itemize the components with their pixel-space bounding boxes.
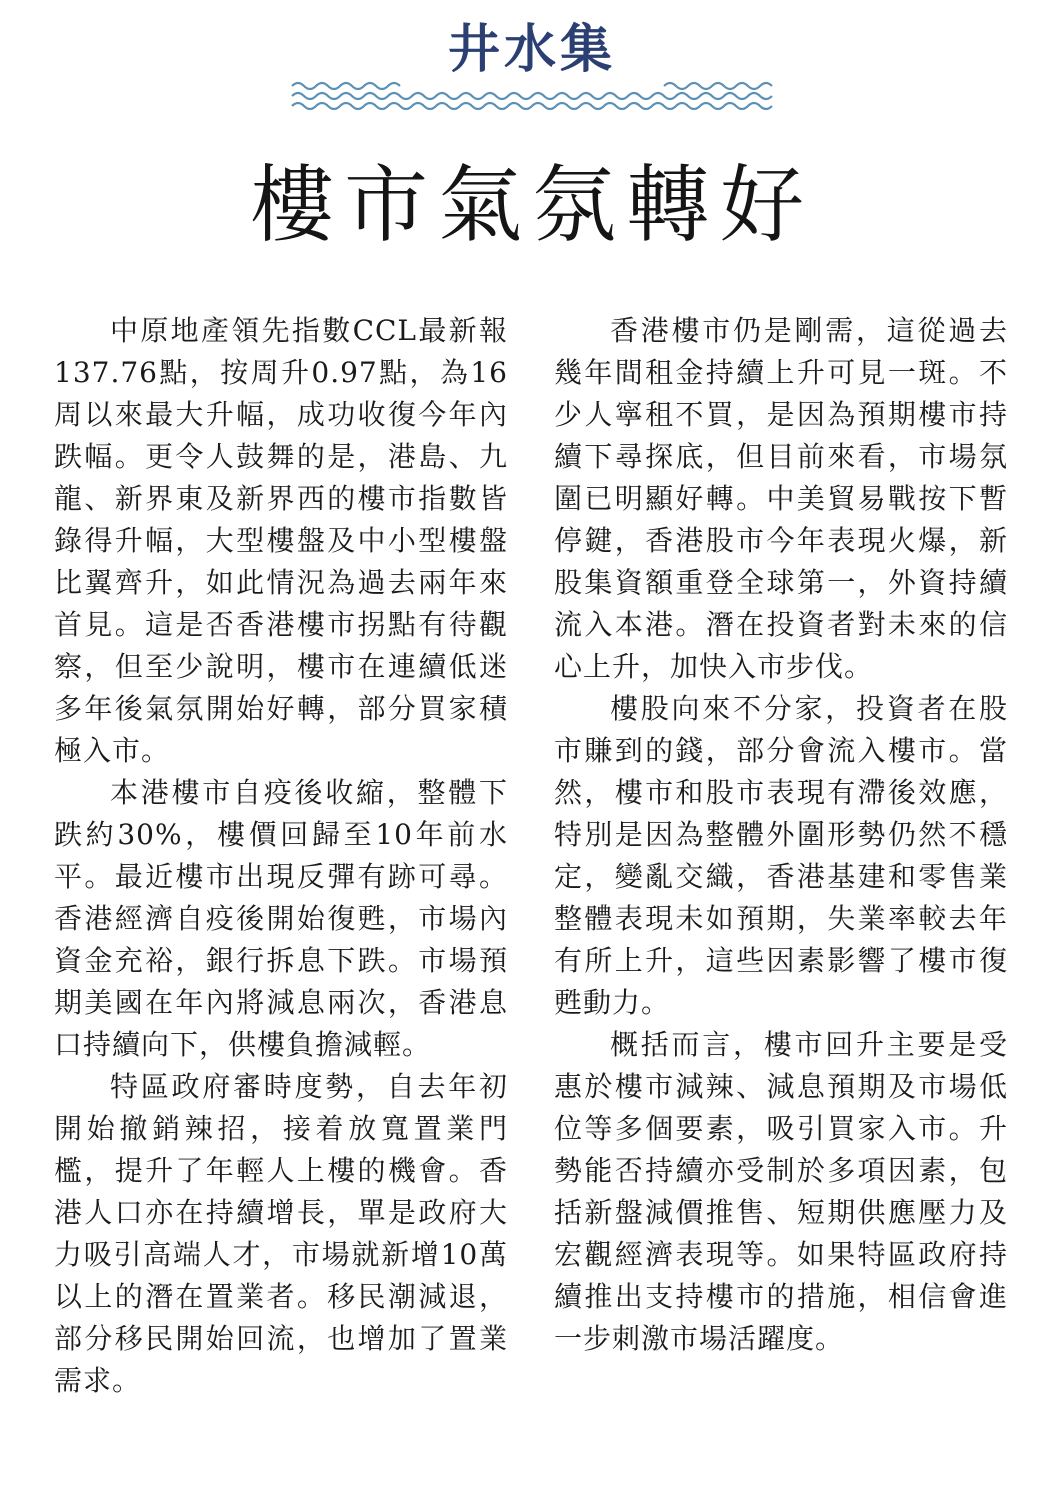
column-name: 井水集	[447, 20, 616, 80]
wave-ornament-icon	[282, 74, 782, 118]
paragraph: 本港樓市自疫後收縮，整體下跌約30%，樓價回歸至10年前水平。最近樓市出現反彈有跡可尋。香港經濟自疫後開始復甦，市場內資金充裕，銀行拆息下跌。市場預期美國在年內將減息兩次，香港息口持續向下，供樓負擔減輕。	[54, 776, 508, 1061]
paragraph: 香港樓市仍是剛需，這從過去幾年間租金持續上升可見一斑。不少人寧租不買，是因為預期樓市持續下尋探底，但目前來看，市場氛圍已明顯好轉。中美貿易戰按下暫停鍵，香港股市今年表現火爆，新股集資額重登全球第一，外資持續流入本港。潛在投資者對未來的信心上升，加快入市步伐。	[554, 314, 1008, 683]
paragraph: 概括而言，樓市回升主要是受惠於樓市減辣、減息預期及市場低位等多個要素，吸引買家入市。升勢能否持續亦受制於多項因素，包括新盤減價推售、短期供應壓力及宏觀經濟表現等。如果特區政府持續推出支持樓市的措施，相信會進一步刺激市場活躍度。	[554, 1028, 1008, 1355]
paragraph: 特區政府審時度勢，自去年初開始撤銷辣招，接着放寬置業門檻，提升了年輕人上樓的機會。香港人口亦在持續增長，單是政府大力吸引高端人才，市場就新增10萬以上的潛在置業者。移民潮減退，部分移民開始回流，也增加了置業需求。	[54, 1070, 508, 1397]
right-column	[554, 310, 1008, 1360]
paragraph: 中原地產領先指數CCL最新報137.76點，按周升0.97點，為16周以來最大升幅，成功收復今年內跌幅。更令人鼓舞的是，港島、九龍、新界東及新界西的樓市指數皆錄得升幅，大型樓盤及中小型樓盤比翼齊升，如此情況為過去兩年來首見。這是否香港樓市拐點有待觀察，但至少說明，樓市在連續低迷多年後氣氛開始好轉，部分買家積極入市。	[54, 314, 508, 767]
headline: 樓市氣氛轉好	[249, 156, 814, 254]
paragraph: 樓股向來不分家，投資者在股市賺到的錢，部分會流入樓市。當然，樓市和股市表現有滯後效應，特別是因為整體外圍形勢仍然不穩定，變亂交織，香港基建和零售業整體表現未如預期，失業率較去年有所上升，這些因素影響了樓市復甦動力。	[554, 692, 1008, 1019]
left-column	[54, 310, 508, 1402]
column-header	[0, 18, 1064, 82]
